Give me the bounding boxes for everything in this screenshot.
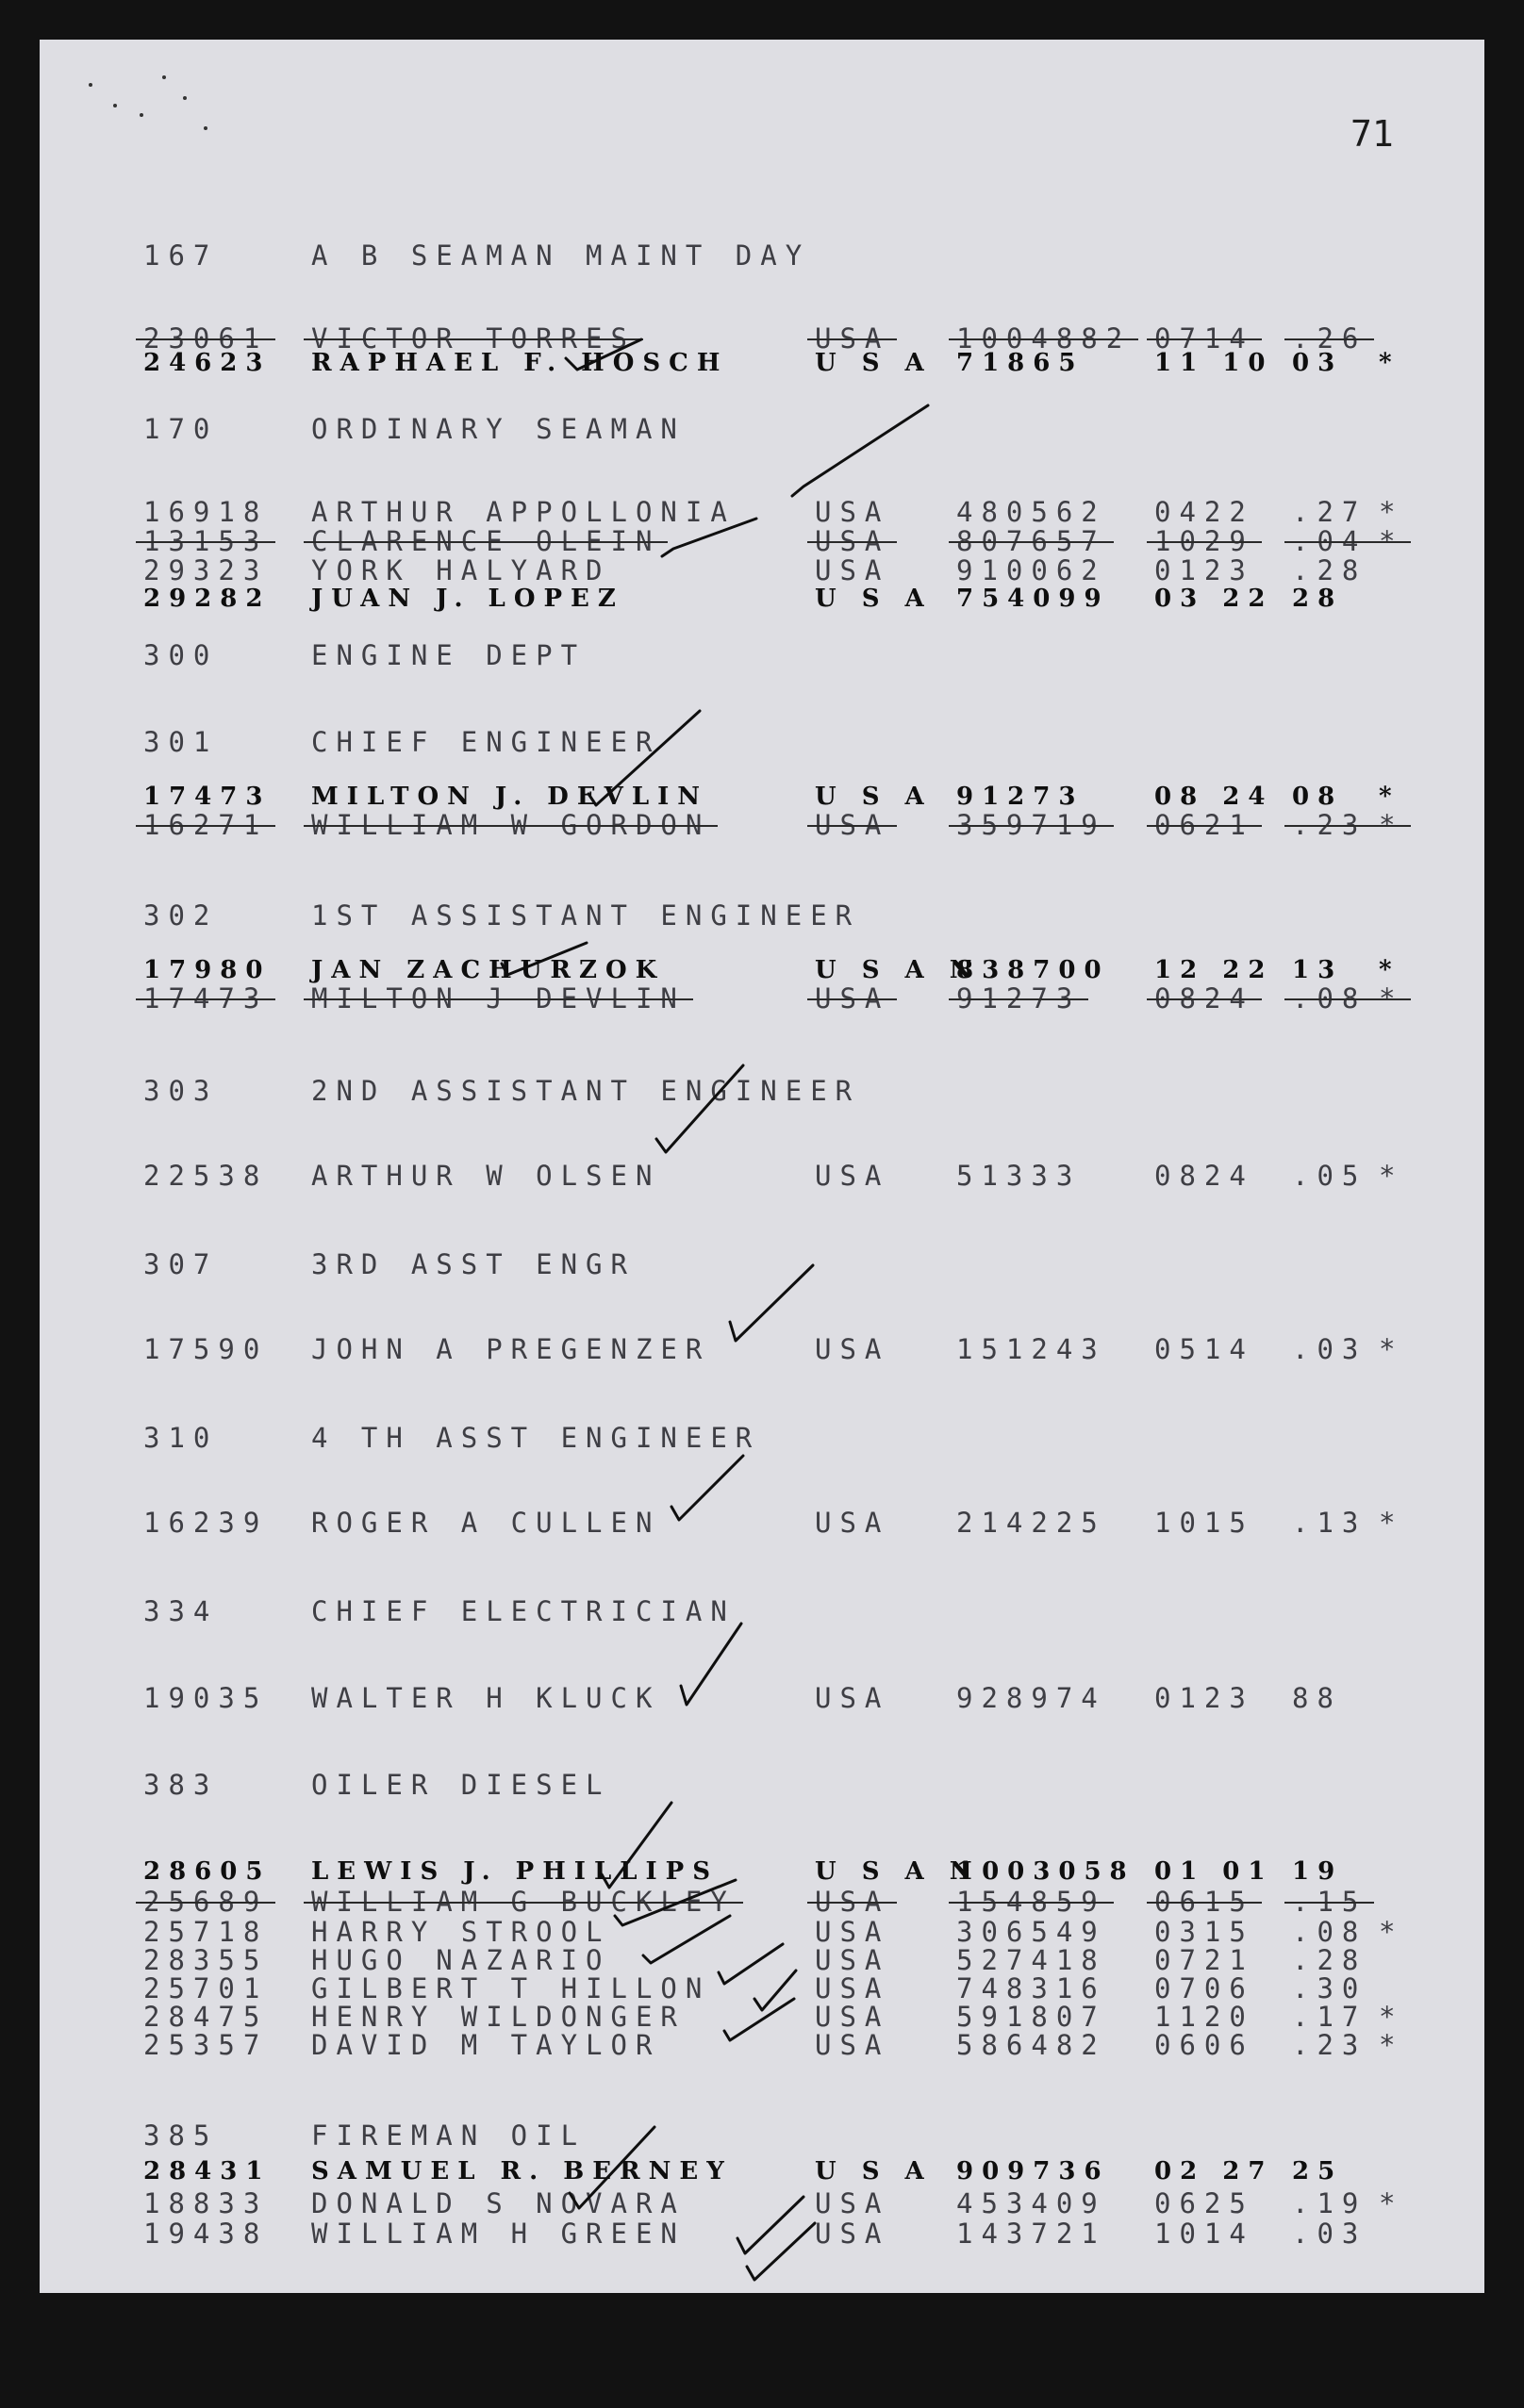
employee-number: 16918 <box>143 496 269 528</box>
mark-star: * <box>1379 1160 1404 1192</box>
employee-number: 28355 <box>143 1944 269 1976</box>
document-number: 453409 <box>956 2187 1106 2219</box>
rating-code: 303 <box>143 1075 219 1107</box>
mark-star: * <box>1379 2029 1404 2061</box>
year-value: .13 <box>1292 1507 1367 1539</box>
year-value: .27 <box>1292 496 1367 528</box>
document-number: 527418 <box>956 1944 1106 1976</box>
employee-number: 17473 <box>143 783 272 811</box>
document-number: 359719 <box>956 809 1106 841</box>
date-mmdd: 11 10 <box>1154 349 1274 377</box>
crew-name: JAN ZACHURZOK <box>311 956 666 984</box>
employee-number: 25701 <box>143 1972 269 2004</box>
crew-name: WILLIAM W GORDON <box>311 809 711 841</box>
employee-number: 22538 <box>143 1160 269 1192</box>
rating-code: 302 <box>143 899 219 932</box>
document-number: 838700 <box>956 956 1110 984</box>
year-value: 13 <box>1292 956 1344 984</box>
year-value: .05 <box>1292 1160 1367 1192</box>
employee-number: 24623 <box>143 349 272 377</box>
nationality: USA <box>815 1682 890 1714</box>
year-value: 08 <box>1292 783 1344 811</box>
date-mmdd: 0606 <box>1154 2029 1254 2061</box>
rating-title: FIREMAN OIL <box>311 2119 587 2152</box>
crew-name: VICTOR TORRES <box>311 322 636 355</box>
crew-name: JOHN A PREGENZER <box>311 1333 711 1365</box>
year-value: .15 <box>1292 1886 1367 1918</box>
section-header <box>40 1075 1484 1113</box>
document-number: 306549 <box>956 1916 1106 1948</box>
date-mmdd: 0706 <box>1154 1972 1254 2004</box>
rating-title: 1ST ASSISTANT ENGINEER <box>311 899 861 932</box>
nationality: USA <box>815 554 890 586</box>
nationality: USA <box>815 496 890 528</box>
employee-number: 25357 <box>143 2029 269 2061</box>
crew-entry-row <box>40 2218 1484 2255</box>
crew-name: HENRY WILDONGER <box>311 2001 686 2033</box>
employee-number: 28431 <box>143 2157 272 2185</box>
document-page <box>40 40 1484 2293</box>
employee-number: 29282 <box>143 585 272 613</box>
date-mmdd: 0621 <box>1154 809 1254 841</box>
mark-star: * <box>1379 1507 1404 1539</box>
document-number: 748316 <box>956 1972 1106 2004</box>
page-number: 71 <box>1350 113 1394 155</box>
rating-code: 300 <box>143 639 219 671</box>
document-number: 1004882 <box>956 322 1132 355</box>
year-value: .28 <box>1292 1944 1367 1976</box>
date-mmdd: 01 01 <box>1154 1857 1274 1886</box>
year-value: 03 <box>1292 349 1344 377</box>
rating-title: CHIEF ELECTRICIAN <box>311 1595 736 1627</box>
crew-name: DAVID M TAYLOR <box>311 2029 661 2061</box>
year-value: .23 <box>1292 809 1367 841</box>
employee-number: 25718 <box>143 1916 269 1948</box>
date-mmdd: 0123 <box>1154 1682 1254 1714</box>
mark-star: * <box>1379 525 1404 557</box>
section-header <box>40 1422 1484 1460</box>
date-mmdd: 0422 <box>1154 496 1254 528</box>
rating-title: 2ND ASSISTANT ENGINEER <box>311 1075 861 1107</box>
document-number: 1003058 <box>956 1857 1135 1886</box>
crew-name: LEWIS J. PHILLIPS <box>311 1857 720 1886</box>
document-number: 154859 <box>956 1886 1106 1918</box>
rating-code: 383 <box>143 1769 219 1801</box>
date-mmdd: 0315 <box>1154 1916 1254 1948</box>
date-mmdd: 08 24 <box>1154 783 1274 811</box>
section-header <box>40 1769 1484 1806</box>
mark-star: * <box>1379 956 1400 984</box>
crew-name: SAMUEL R. BERNEY <box>311 2157 733 2185</box>
crew-entry-row <box>40 1333 1484 1371</box>
year-value: .26 <box>1292 322 1367 355</box>
nationality: USA <box>815 809 890 841</box>
document-number: 754099 <box>956 585 1110 613</box>
year-value: .17 <box>1292 2001 1367 2033</box>
date-mmdd: 0625 <box>1154 2187 1254 2219</box>
rating-code: 385 <box>143 2119 219 2152</box>
nationality: USA <box>815 1916 890 1948</box>
employee-number: 23061 <box>143 322 269 355</box>
section-header <box>40 1248 1484 1286</box>
nationality: USA <box>815 1507 890 1539</box>
nationality: U S A <box>815 349 933 377</box>
document-number: 214225 <box>956 1507 1106 1539</box>
date-mmdd: 12 22 <box>1154 956 1274 984</box>
nationality: USA <box>815 322 890 355</box>
employee-number: 25689 <box>143 1886 269 1918</box>
section-header <box>40 726 1484 764</box>
document-number: 591807 <box>956 2001 1106 2033</box>
crew-name: WILLIAM G BUCKLEY <box>311 1886 736 1918</box>
year-value: 25 <box>1292 2157 1344 2185</box>
employee-number: 28605 <box>143 1857 272 1886</box>
crew-name: ROGER A CULLEN <box>311 1507 661 1539</box>
date-mmdd: 1120 <box>1154 2001 1254 2033</box>
date-mmdd: 0123 <box>1154 554 1254 586</box>
rating-code: 334 <box>143 1595 219 1627</box>
year-value: 28 <box>1292 585 1344 613</box>
document-number: 586482 <box>956 2029 1106 2061</box>
struck-entry-row <box>40 809 1484 847</box>
mark-star: * <box>1379 2187 1404 2219</box>
section-header <box>40 639 1484 677</box>
document-number: 909736 <box>956 2157 1110 2185</box>
nationality: USA <box>815 1886 890 1918</box>
year-value: .19 <box>1292 2187 1367 2219</box>
crew-name: ARTHUR APPOLLONIA <box>311 496 736 528</box>
rating-code: 310 <box>143 1422 219 1454</box>
crew-name: RAPHAEL F. HOSCH <box>311 349 729 377</box>
employee-number: 18833 <box>143 2187 269 2219</box>
document-number: 51333 <box>956 1160 1082 1192</box>
mark-star: * <box>1379 783 1400 811</box>
document-number: 928974 <box>956 1682 1106 1714</box>
nationality: U S A <box>815 585 933 613</box>
employee-number: 16239 <box>143 1507 269 1539</box>
employee-number: 17473 <box>143 982 269 1014</box>
year-value: .08 <box>1292 982 1367 1014</box>
date-mmdd: 02 27 <box>1154 2157 1274 2185</box>
crew-name: HARRY STROOL <box>311 1916 611 1948</box>
document-number: 91273 <box>956 783 1085 811</box>
mark-star: * <box>1379 2001 1404 2033</box>
nationality: USA <box>815 1333 890 1365</box>
employee-number: 28475 <box>143 2001 269 2033</box>
mark-star: * <box>1379 349 1400 377</box>
nationality: USA <box>815 1160 890 1192</box>
year-value: .08 <box>1292 1916 1367 1948</box>
nationality: U S A <box>815 783 933 811</box>
rating-code: 301 <box>143 726 219 758</box>
section-header <box>40 1595 1484 1633</box>
rating-title: ORDINARY SEAMAN <box>311 413 686 445</box>
crew-name: CLARENCE OLEIN <box>311 525 661 557</box>
employee-number: 17980 <box>143 956 272 984</box>
nationality: USA <box>815 2029 890 2061</box>
crew-entry-row <box>40 1160 1484 1197</box>
crew-entry-row <box>40 2029 1484 2067</box>
mark-star: * <box>1379 1916 1404 1948</box>
year-value: .04 <box>1292 525 1367 557</box>
date-mmdd: 03 22 <box>1154 585 1274 613</box>
date-mmdd: 0514 <box>1154 1333 1254 1365</box>
year-value: .03 <box>1292 2218 1367 2250</box>
section-header <box>40 899 1484 937</box>
document-number: 910062 <box>956 554 1106 586</box>
stamped-entry-row <box>40 349 1484 387</box>
nationality: USA <box>815 2001 890 2033</box>
document-number: 91273 <box>956 982 1082 1014</box>
stamped-entry-row <box>40 585 1484 622</box>
nationality: U S A N <box>815 956 981 984</box>
year-value: .23 <box>1292 2029 1367 2061</box>
crew-name: JUAN J. LOPEZ <box>311 585 624 613</box>
rating-code: 167 <box>143 239 219 272</box>
nationality: U S A <box>815 2157 933 2185</box>
date-mmdd: 1029 <box>1154 525 1254 557</box>
employee-number: 16271 <box>143 809 269 841</box>
crew-name: GILBERT T HILLON <box>311 1972 711 2004</box>
year-value: .28 <box>1292 554 1367 586</box>
document-number: 143721 <box>956 2218 1106 2250</box>
document-number: 807657 <box>956 525 1106 557</box>
document-number: 480562 <box>956 496 1106 528</box>
crew-entry-row <box>40 1682 1484 1720</box>
rating-title: 4 TH ASST ENGINEER <box>311 1422 761 1454</box>
document-number: 71865 <box>956 349 1085 377</box>
rating-title: ENGINE DEPT <box>311 639 587 671</box>
date-mmdd: 0714 <box>1154 322 1254 355</box>
nationality: USA <box>815 2187 890 2219</box>
crew-name: ARTHUR W OLSEN <box>311 1160 661 1192</box>
year-value: .30 <box>1292 1972 1367 2004</box>
crew-name: MILTON J DEVLIN <box>311 982 686 1014</box>
crew-name: YORK HALYARD <box>311 554 611 586</box>
mark-star: * <box>1379 982 1404 1014</box>
year-value: 88 <box>1292 1682 1342 1714</box>
struck-entry-row <box>40 982 1484 1020</box>
crew-name: WALTER H KLUCK <box>311 1682 661 1714</box>
employee-number: 17590 <box>143 1333 269 1365</box>
employee-number: 29323 <box>143 554 269 586</box>
nationality: USA <box>815 2218 890 2250</box>
date-mmdd: 0615 <box>1154 1886 1254 1918</box>
year-value: 19 <box>1292 1857 1344 1886</box>
nationality: USA <box>815 1944 890 1976</box>
date-mmdd: 0824 <box>1154 1160 1254 1192</box>
rating-code: 307 <box>143 1248 219 1280</box>
rating-title: OILER DIESEL <box>311 1769 611 1801</box>
nationality: USA <box>815 982 890 1014</box>
rating-title: A B SEAMAN MAINT DAY <box>311 239 811 272</box>
nationality: USA <box>815 525 890 557</box>
date-mmdd: 1014 <box>1154 2218 1254 2250</box>
employee-number: 19035 <box>143 1682 269 1714</box>
nationality: U S A N <box>815 1857 981 1886</box>
section-header <box>40 2119 1484 2157</box>
crew-name: WILLIAM H GREEN <box>311 2218 686 2250</box>
crew-name: HUGO NAZARIO <box>311 1944 611 1976</box>
employee-number: 19438 <box>143 2218 269 2250</box>
date-mmdd: 0721 <box>1154 1944 1254 1976</box>
section-header <box>40 239 1484 277</box>
date-mmdd: 0824 <box>1154 982 1254 1014</box>
crew-entry-row <box>40 1507 1484 1544</box>
year-value: .03 <box>1292 1333 1367 1365</box>
mark-star: * <box>1379 1333 1404 1365</box>
mark-star: * <box>1379 496 1404 528</box>
employee-number: 13153 <box>143 525 269 557</box>
document-number: 151243 <box>956 1333 1106 1365</box>
section-header <box>40 413 1484 451</box>
rating-title: CHIEF ENGINEER <box>311 726 661 758</box>
rating-title: 3RD ASST ENGR <box>311 1248 636 1280</box>
mark-star: * <box>1379 809 1404 841</box>
nationality: USA <box>815 1972 890 2004</box>
rating-code: 170 <box>143 413 219 445</box>
date-mmdd: 1015 <box>1154 1507 1254 1539</box>
crew-name: DONALD S NOVARA <box>311 2187 686 2219</box>
crew-name: MILTON J. DEVLIN <box>311 783 709 811</box>
